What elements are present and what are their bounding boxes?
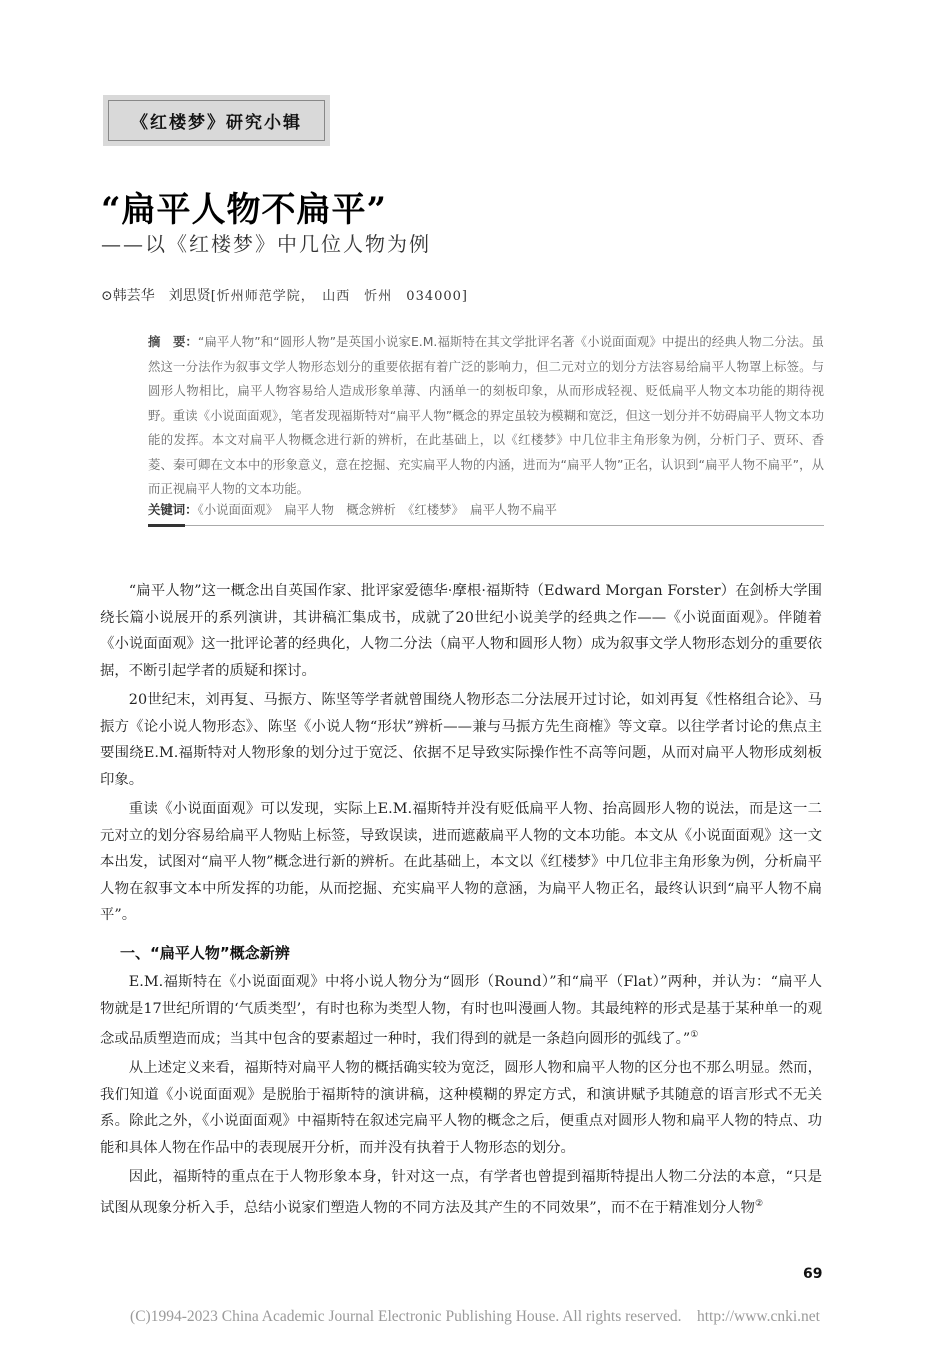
intro-body bbox=[100, 578, 822, 932]
keywords-text: 《小说面面观》 扁平人物 概念辨析 《红楼梦》 扁平人物不扁平 bbox=[197, 502, 557, 517]
footnote-marker-1: ① bbox=[690, 1030, 699, 1040]
article-title: “扁平人物不扁平” bbox=[101, 190, 388, 230]
intro-paragraph-3: 重读《小说面面观》可以发现，实际上E.M.福斯特并没有贬低扁平人物、抬高圆形人物的说法，而是这一二元对立的划分容易给扁平人物贴上标签，导致误读，进而遮蔽扁平人物的文本功能。本文从《小说面面观》这一文本出发，试图对“扁平人物”概念进行新的辨析。在此基础上，本文以《红楼梦》中几位非主角形象为例，分析扁平人物在叙事文本中所发挥的功能，从而挖掘、充实扁平人物的意涵，为扁平人物正名，最终认识到“扁平人物不扁平”。 bbox=[100, 801, 822, 923]
section-paragraph-1-text: E.M.福斯特在《小说面面观》中将小说人物分为“圆形（Round）”和“扁平（Flat）”两种，并认为：“扁平人物就是17世纪所谓的‘气质类型’，有时也称为类型人物，有时也叫漫画人物。其最纯粹的形式是基于某种单一的观念或品质塑造而成；当其中包含的要素超过一种时，我们得到的就是一条趋向圆形的弧线了。” bbox=[100, 974, 822, 1047]
author-names: 韩芸华 刘思贤 bbox=[112, 288, 211, 304]
intro-paragraph-1: “扁平人物”这一概念出自英国作家、批评家爱德华·摩根·福斯特（Edward Morgan Forster）在剑桥大学围绕长篇小说展开的系列演讲，其讲稿汇集成书，成就了20世纪小说美学的经典之作——《小说面面观》。伴随着《小说面面观》这一批评论著的经典化，人物二分法（扁平人物和圆形人物）成为叙事文学人物形态划分的重要依据，不断引起学者的质疑和探讨。 bbox=[100, 583, 822, 679]
author-line bbox=[101, 285, 468, 305]
page-number: 69 bbox=[803, 1266, 823, 1282]
abstract-label: 摘 要： bbox=[148, 334, 198, 349]
section-paragraph-3 bbox=[100, 1164, 822, 1221]
author-affiliation: [忻州师范学院， 山西 忻州 034000] bbox=[210, 289, 469, 304]
section-paragraph-3-text: 因此，福斯特的重点在于人物形象本身，针对这一点，有学者也曾提到福斯特提出人物二分法的本意，“只是试图从现象分析入手，总结小说家们塑造人物的不同方法及其产生的不同效果”，而不在于精准划分人物 bbox=[100, 1169, 822, 1216]
author-symbol: ⊙ bbox=[101, 288, 113, 304]
footnote-marker-2: ② bbox=[754, 1198, 764, 1209]
keywords-label: 关键词： bbox=[148, 502, 198, 517]
copyright-footer: (C)1994-2023 China Academic Journal Electronic Publishing House. All rights reserved. http://www.cnki.net bbox=[130, 1308, 820, 1325]
abstract-text: “扁平人物”和“圆形人物”是英国小说家E.M.福斯特在其文学批评名著《小说面面观》中提出的经典人物二分法。虽然这一分法作为叙事文学人物形态划分的重要依据有着广泛的影响力，但二元对立的划分方法容易给扁平人物罩上标签。与圆形人物相比，扁平人物容易给人造成形象单薄、内涵单一的刻板印象，从而形成轻视、贬低扁平人物文本功能的期待视野。重读《小说面面观》，笔者发现福斯特对“扁平人物”概念的界定虽较为模糊和宽泛，但这一划分并不妨碍扁平人物文本功能的发挥。本文对扁平人物概念进行新的辨析，在此基础上，以《红楼梦》中几位非主角形象为例，分析门子、贾环、香菱、秦可卿在文本中的形象意义，意在挖掘、充实扁平人物的内涵，进而为“扁平人物”正名，认识到“扁平人物不扁平”，从而正视扁平人物的文本功能。 bbox=[148, 334, 824, 496]
section-heading: 一、“扁平人物”概念新辨 bbox=[120, 944, 290, 962]
abstract bbox=[148, 330, 824, 502]
keywords-rule bbox=[185, 525, 824, 526]
intro-paragraph-2: 20世纪末，刘再复、马振方、陈坚等学者就曾围绕人物形态二分法展开过讨论，如刘再复《性格组合论》、马振方《论小说人物形态》、陈坚《小说人物“形状”辨析——兼与马振方先生商榷》等文章。以往学者讨论的焦点主要围绕E.M.福斯特对人物形象的划分过于宽泛、依据不足导致实际操作性不高等问题，从而对扁平人物形成刻板印象。 bbox=[100, 692, 822, 788]
section-body bbox=[100, 969, 822, 1224]
section-paragraph-1 bbox=[100, 969, 822, 1052]
article-subtitle: ——以《红楼梦》中几位人物为例 bbox=[101, 232, 431, 256]
keywords-rule-accent bbox=[148, 524, 185, 527]
column-tag bbox=[103, 95, 330, 146]
column-tag-label: 《红楼梦》研究小辑 bbox=[108, 100, 325, 141]
section-paragraph-2: 从上述定义来看，福斯特对扁平人物的概括确实较为宽泛，圆形人物和扁平人物的区分也不那么明显。然而，我们知道《小说面面观》是脱胎于福斯特的演讲稿，这种模糊的界定方式，和演讲赋予其随意的语言形式不无关系。除此之外，《小说面面观》中福斯特在叙述完扁平人物的概念之后，便重点对圆形人物和扁平人物的特点、功能和具体人物在作品中的表现展开分析，而并没有执着于人物形态的划分。 bbox=[100, 1060, 822, 1156]
keywords bbox=[148, 498, 824, 522]
